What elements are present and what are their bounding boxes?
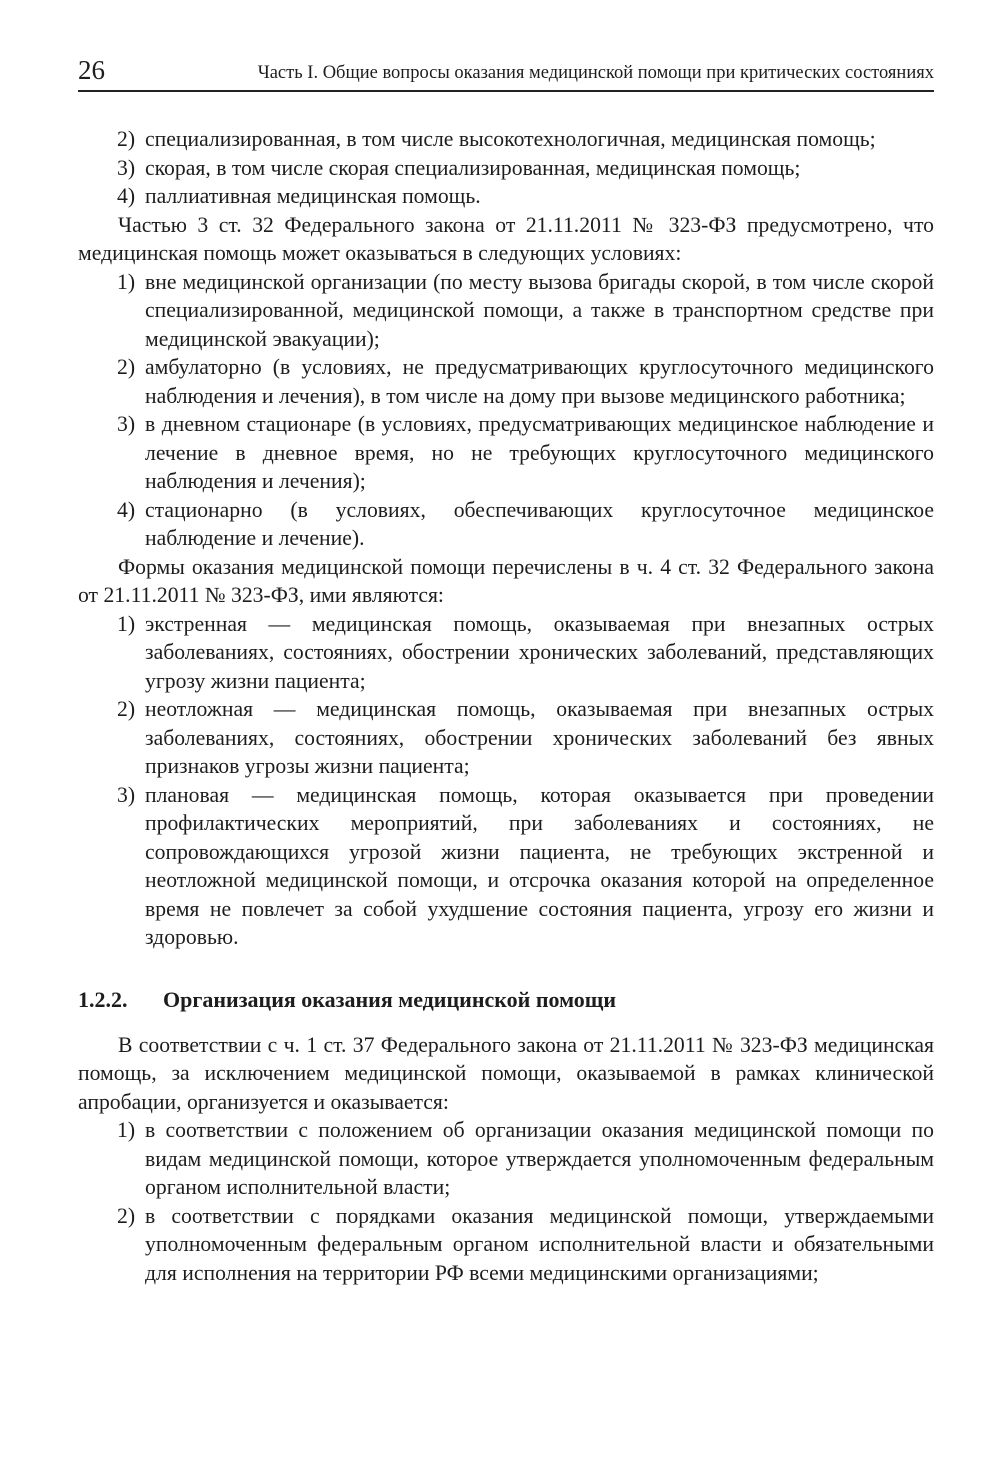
list-item-text: паллиативная медицинская помощь. bbox=[145, 184, 481, 208]
paragraph-forms: Формы оказания медицинской помощи перечислены в ч. 4 ст. 32 Федерального закона от 21.11.2011 № 323-ФЗ, ими являются: bbox=[78, 554, 934, 607]
section-title: Организация оказания медицинской помощи bbox=[163, 986, 617, 1012]
list-item-number: 1) bbox=[117, 611, 136, 636]
list-item bbox=[78, 781, 934, 952]
header-rule bbox=[78, 90, 934, 92]
running-title: Часть I. Общие вопросы оказания медицинской помощи при критических состояниях bbox=[257, 63, 934, 83]
list-item-text: неотложная — медицинская помощь, оказываемая при внезапных острых заболеваниях, состояниях, обострении хронических заболеваний без явных признаков угрозы жизни пациента; bbox=[145, 697, 934, 778]
list-item-number: 3) bbox=[117, 412, 136, 436]
care-types-list bbox=[78, 125, 934, 211]
list-item bbox=[78, 496, 934, 553]
list-item-text: в соответствии с положением об организации оказания медицинской помощи по видам медицинской помощи, которое утверждается уполномоченным федеральным органом исполнительной власти; bbox=[145, 1118, 934, 1199]
list-item-text: амбулаторно (в условиях, не предусматривающих круглосуточного медицинского наблюдения и лечения), в том числе на дому при вызове медицинского работника; bbox=[145, 355, 934, 408]
list-item bbox=[78, 610, 934, 696]
list-item-number: 2) bbox=[117, 697, 136, 721]
list-item-number: 3) bbox=[117, 155, 136, 180]
paragraph-conditions: Частью 3 ст. 32 Федерального закона от 21.11.2011 № 323-ФЗ предусмотрено, что медицинская помощь может оказываться в следующих условиях: bbox=[78, 212, 934, 265]
list-item-text: стационарно (в условиях, обеспечивающих круглосуточное медицинское наблюдение и лечение). bbox=[145, 497, 934, 550]
list-item-number: 2) bbox=[117, 1203, 136, 1228]
list-item bbox=[78, 410, 934, 496]
list-item-number: 1) bbox=[117, 1118, 136, 1142]
conditions-list bbox=[78, 268, 934, 553]
list-item-text: скорая, в том числе скорая специализированная, медицинская помощь; bbox=[145, 155, 801, 180]
page-number: 26 bbox=[78, 55, 105, 85]
list-item-text: в дневном стационаре (в условиях, предусматривающих медицинское наблюдение и лечение в дневное время, но не требующих круглосуточного медицинского наблюдения и лечения); bbox=[145, 412, 934, 493]
page-body bbox=[78, 125, 934, 1287]
paragraph-organization: В соответствии с ч. 1 ст. 37 Федерального закона от 21.11.2011 № 323-ФЗ медицинская помощь, за исключением медицинской помощи, оказываемой в рамках клинической апробации, организуется и оказывается: bbox=[78, 1032, 934, 1114]
list-item-text: плановая — медицинская помощь, которая оказывается при проведении профилактических мероприятий, при заболеваниях и состояниях, не сопровождающихся угрозой жизни пациента, не требующих экстренной и неотложной медицинской помощи, и отсрочка оказания которой на определенное время не повлечет за собой ухудшение состояния пациента, угрозу его жизни и здоровью. bbox=[145, 782, 934, 949]
list-item-text: в соответствии с порядками оказания медицинской помощи, утверждаемыми уполномоченным федеральным органом исполнительной власти и обязательными для исполнения на территории РФ всеми медицинскими организациями; bbox=[145, 1203, 934, 1285]
list-item bbox=[78, 268, 934, 354]
list-item bbox=[78, 695, 934, 781]
list-item-text: вне медицинской организации (по месту вызова бригады скорой, в том числе скорой специализированной, медицинской помощи, а также в транспортном средстве при медицинской эвакуации); bbox=[145, 269, 934, 351]
list-item-number: 1) bbox=[117, 269, 136, 294]
list-item-number: 2) bbox=[117, 127, 136, 151]
page-header bbox=[78, 50, 934, 92]
list-item-number: 2) bbox=[117, 355, 136, 379]
list-item bbox=[78, 1116, 934, 1202]
list-item bbox=[78, 154, 934, 183]
list-item bbox=[78, 1202, 934, 1288]
section-heading bbox=[78, 985, 934, 1015]
list-item bbox=[78, 182, 934, 211]
list-item-number: 4) bbox=[117, 184, 136, 208]
list-item-text: экстренная — медицинская помощь, оказываемая при внезапных острых заболеваниях, состояниях, обострении хронических заболеваний, представляющих угрозу жизни пациента; bbox=[145, 611, 934, 693]
organization-list bbox=[78, 1116, 934, 1287]
list-item-number: 3) bbox=[117, 782, 136, 807]
forms-list bbox=[78, 610, 934, 952]
list-item-text: специализированная, в том числе высокотехнологичная, медицинская помощь; bbox=[145, 127, 876, 151]
section-number: 1.2.2. bbox=[78, 986, 128, 1012]
list-item bbox=[78, 125, 934, 154]
list-item-number: 4) bbox=[117, 497, 136, 522]
list-item bbox=[78, 353, 934, 410]
